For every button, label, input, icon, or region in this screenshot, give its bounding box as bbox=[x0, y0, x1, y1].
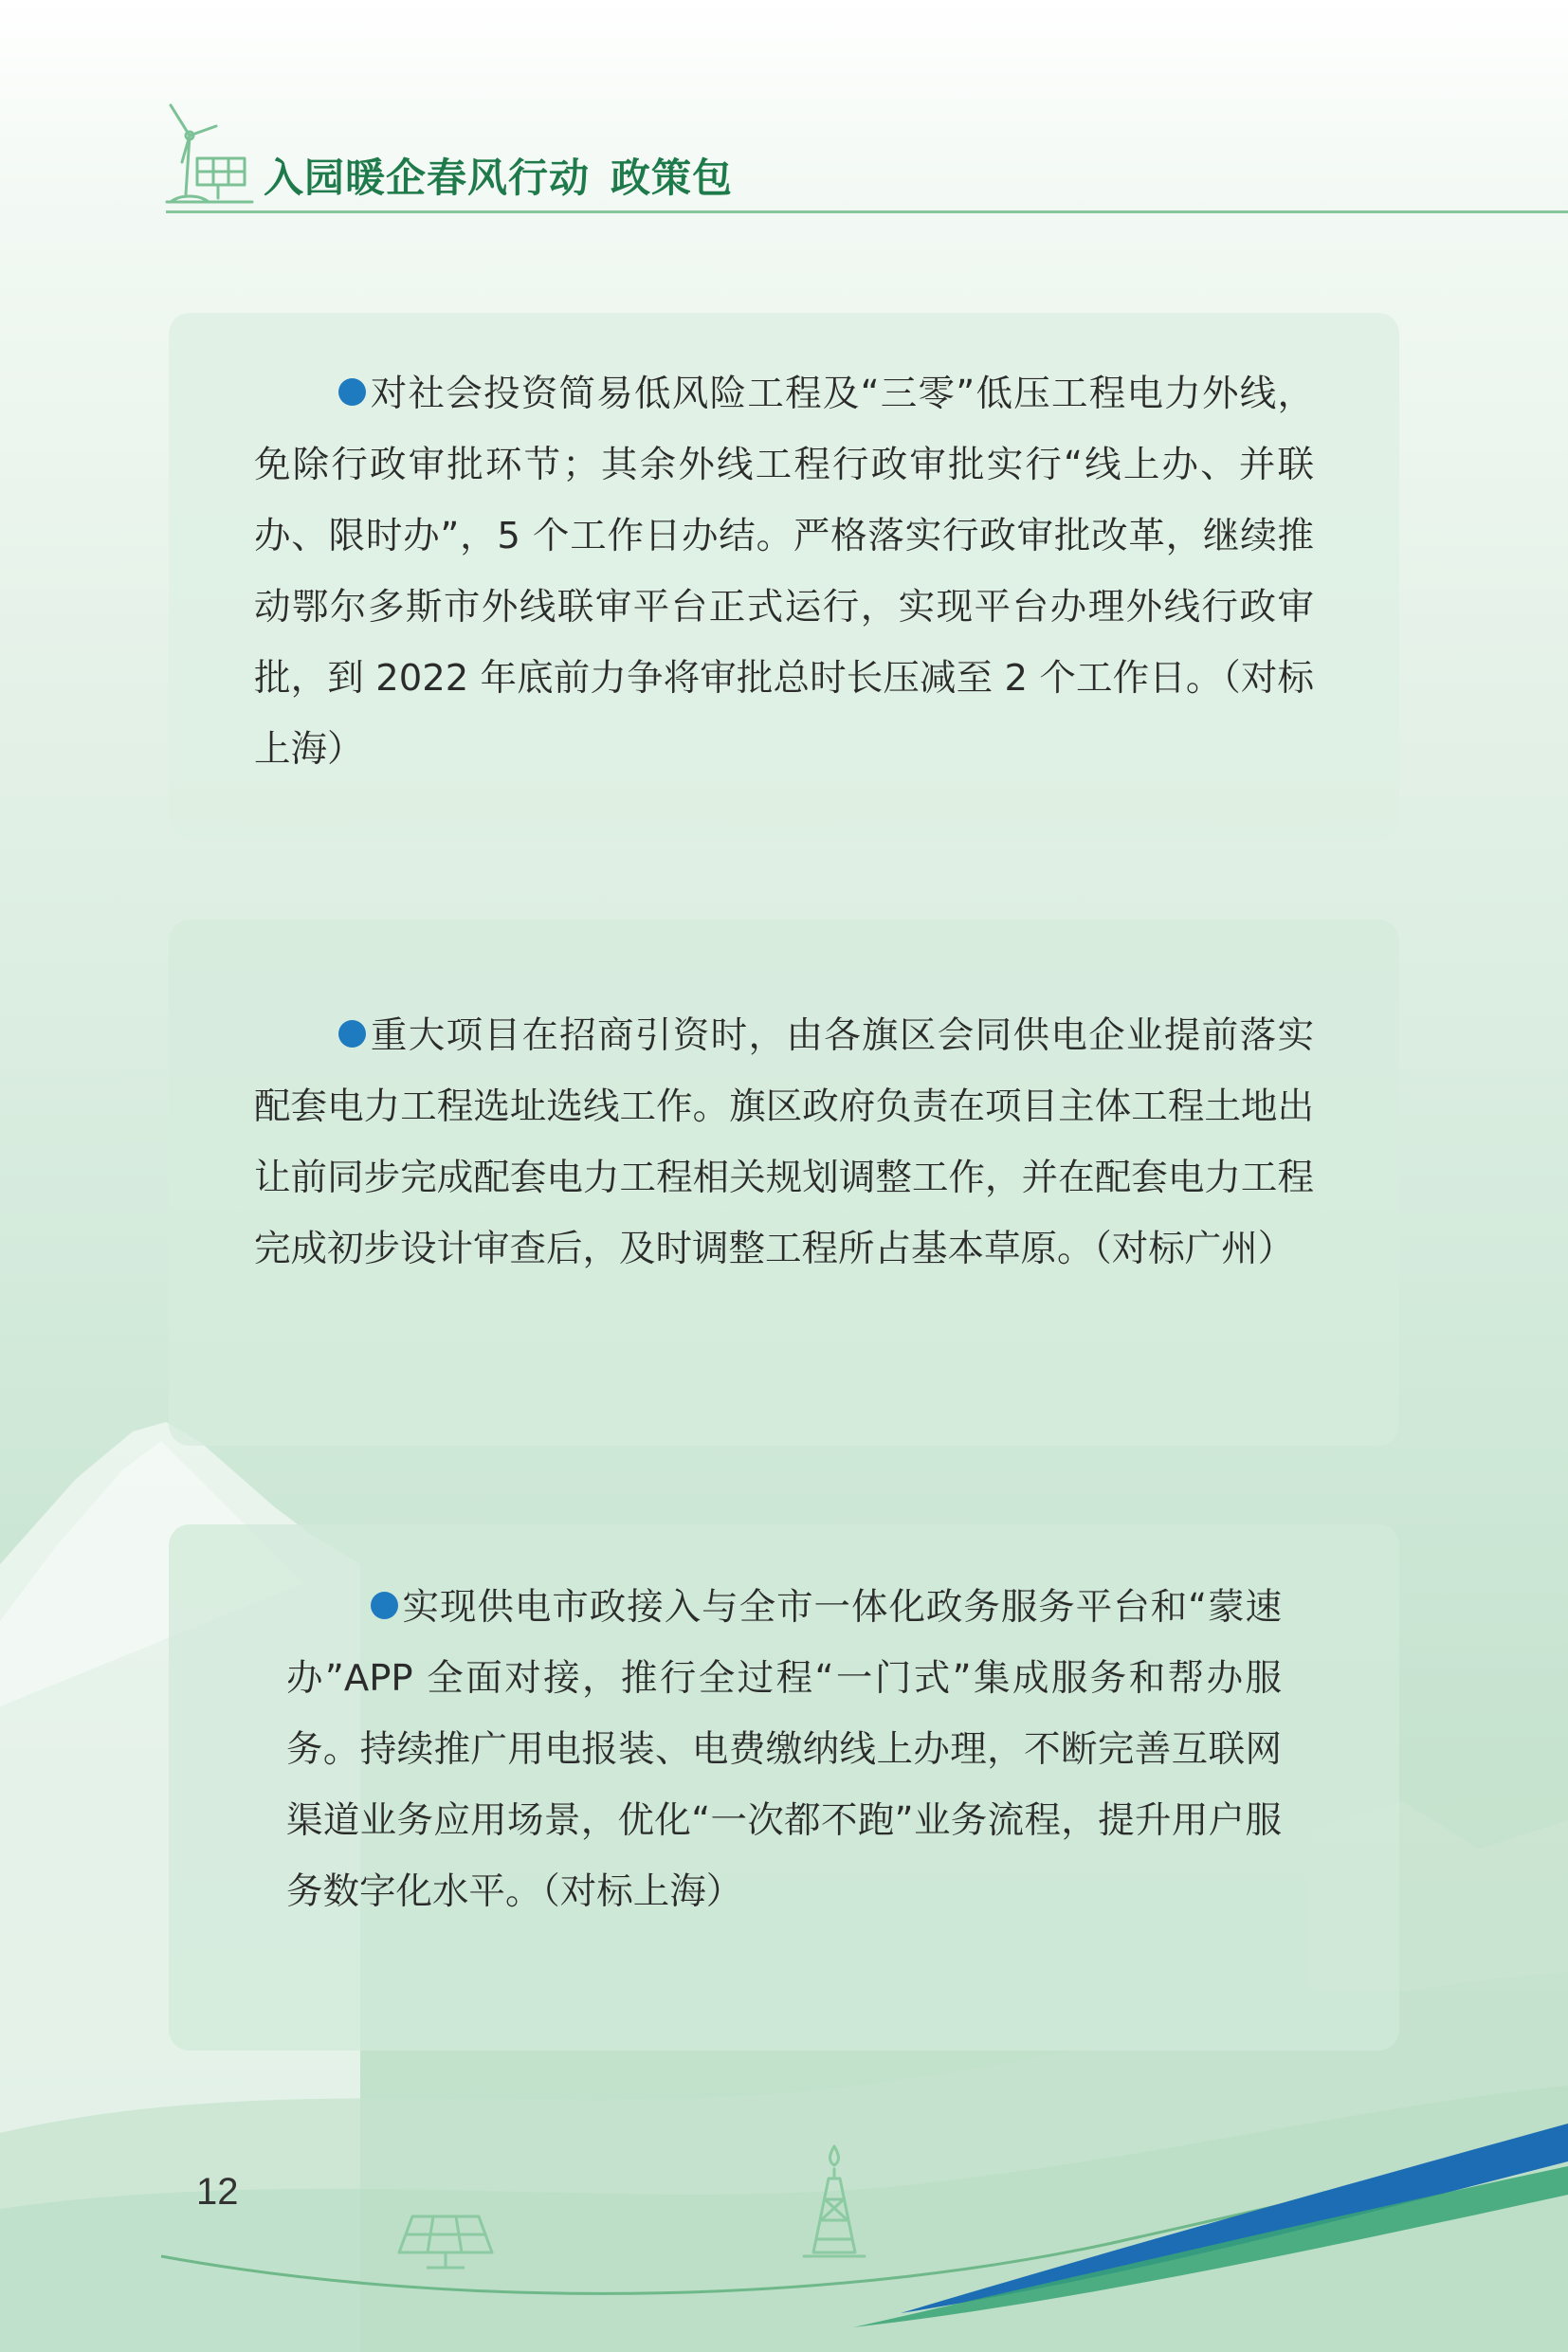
policy-paragraph-2 bbox=[254, 1000, 1314, 1285]
policy-text-2: 重大项目在招商引资时，由各旗区会同供电企业提前落实配套电力工程选址选线工作。旗区政府负责在项目主体工程土地出让前同步完成配套电力工程相关规划调整工作，并在配套电力工程完成初步设计审查后，及时调整工程所占基本草原。（对标广州） bbox=[254, 1014, 1314, 1270]
bullet-dot-icon bbox=[338, 378, 366, 406]
header-title bbox=[264, 147, 733, 204]
wind-turbine-solar-icon bbox=[161, 100, 256, 213]
bullet-dot-icon bbox=[338, 1020, 366, 1048]
policy-text-1: 对社会投资简易低风险工程及“三零”低压工程电力外线，免除行政审批环节；其余外线工程行政审批实行“线上办、并联办、限时办”，5 个工作日办结。严格落实行政审批改革，继续推动鄂尔多斯市外线联审平台正式运行，实现平台办理外线行政审批，到 2022 年底前力争将审批总时长压减至 2 个工作日。（对标上海） bbox=[254, 373, 1314, 771]
solar-panel-icon bbox=[393, 2209, 498, 2275]
policy-paragraph-1 bbox=[254, 358, 1314, 785]
page-number: 12 bbox=[196, 2171, 239, 2213]
oil-derrick-icon bbox=[796, 2141, 872, 2264]
header-title-sub: 政策包 bbox=[611, 155, 734, 201]
header-divider bbox=[166, 210, 1568, 213]
policy-paragraph-3 bbox=[286, 1572, 1282, 1927]
header-title-main: 入园暖企春风行动 bbox=[264, 155, 591, 201]
policy-text-3: 实现供电市政接入与全市一体化政务服务平台和“蒙速办”APP 全面对接，推行全过程“一门式”集成服务和帮办服务。持续推广用电报装、电费缴纳线上办理，不断完善互联网渠道业务应用场景，优化“一次都不跑”业务流程，提升用户服务数字化水平。（对标上海） bbox=[286, 1586, 1282, 1913]
bullet-dot-icon bbox=[371, 1592, 398, 1619]
